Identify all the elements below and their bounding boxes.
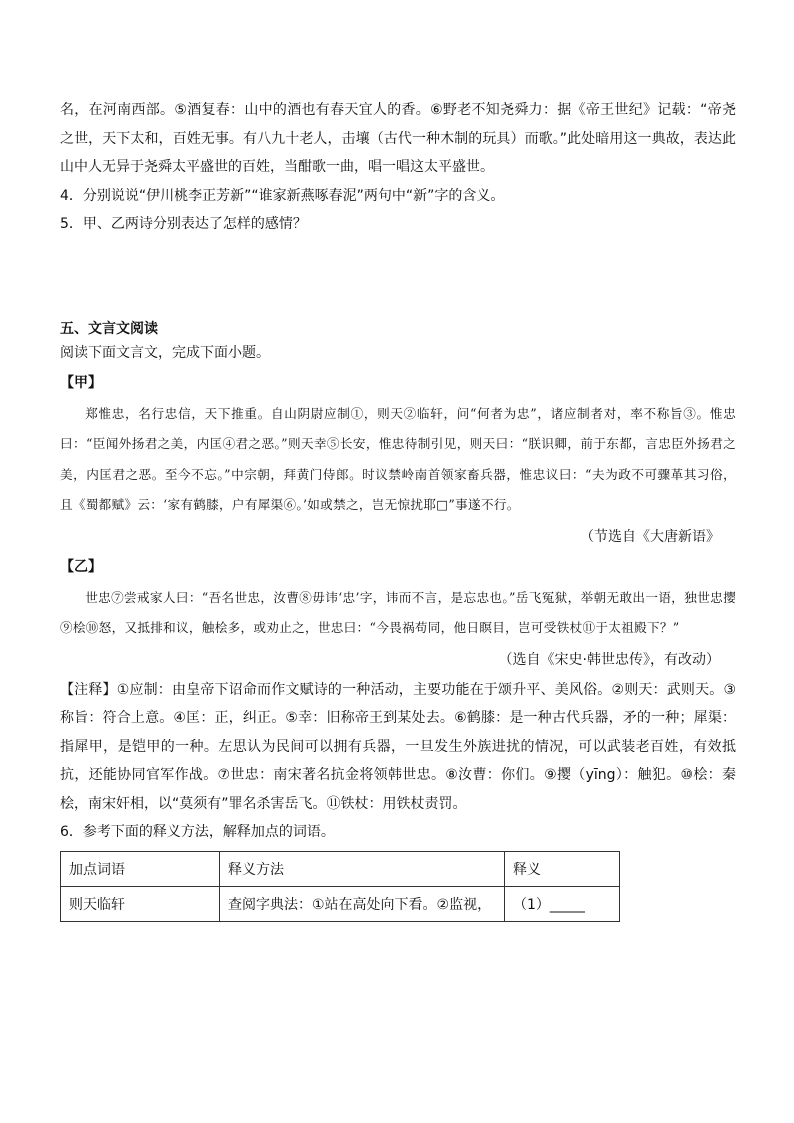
annotation-notes: 【注释】①应制：由皇帝下诏命而作文赋诗的一种活动，主要功能在于颂升平、美风俗。②则天：武则天。③称旨：符合上意。④匡：正，纠正。⑤幸：旧称帝王到某处去。⑥鹤膝：是一种古代兵器，矛的一种；犀渠：指犀甲，是铠甲的一种。左思认为民间可以拥有兵器，一旦发生外族进扰的情况，可以武装老百姓，有效抵抗，还能协同官军作战。⑦世忠：南宋著名抗金将领韩世忠。⑧汝曹：你们。⑨撄（yīng）：触犯。⑩桧：秦桧，南宋奸相，以“莫须有”罪名杀害岳飞。⑪铁杖：用铁杖责罚。 [60, 681, 736, 812]
table-cell: 则天临轩 [61, 886, 220, 921]
answer-blank-cell: （1）_____ [505, 886, 620, 921]
answer-space [60, 239, 736, 317]
definition-table [60, 851, 620, 922]
passage-jia-source: （节选自《大唐新语》 [580, 528, 720, 545]
table-row [61, 886, 620, 921]
question-5: 5．甲、乙两诗分别表达了怎样的感情？ [60, 216, 307, 232]
passage-yi-text: 世忠⑦尝戒家人曰：“吾名世忠，汝曹⑧毋讳‘忠’字，讳而不言，是忘忠也。”岳飞冤狱，举朝无敢出一语，独世忠撄⑨桧⑩怒，又抵排和议，触桧多，或劝止之，世忠曰：“今畏祸苟同，他日瞑目，岂可受铁杖⑪于太祖殿下？” [60, 589, 736, 635]
table-header-row [61, 851, 620, 886]
section-5-title: 五、文言文阅读 [60, 320, 158, 337]
table-header-cell: 加点词语 [61, 851, 220, 886]
question-4: 4．分别说说“伊川桃李正芳新”“谁家新燕啄春泥”两句中“新”字的含义。 [60, 187, 505, 204]
table-cell: 查阅字典法：①站在高处向下看。②监视， [220, 886, 505, 921]
passage-jia-label: 【甲】 [60, 374, 102, 391]
question-6: 6．参考下面的释义方法，解释加点的词语。 [60, 824, 335, 840]
passage-yi-source: （选自《宋史·韩世忠传》，有改动） [498, 651, 720, 668]
passage-jia-text: 郑惟忠，名行忠信，天下推重。自山阴尉应制①，则天②临轩，问“何者为忠”，诸应制者对，率不称旨③。惟忠曰：“臣闻外扬君之美，内匡④君之恶。”则天幸⑤长安，惟忠待制引见，则天曰：“朕识卿，前于东都，言忠臣外扬君之美，内匡君之恶。至今不忘。”中宗朝，拜黄门侍郎。时议禁岭南首领家畜兵器，惟忠议曰：“夫为政不可骤革其习俗，且《蜀都赋》云：‘家有鹤膝，户有犀渠⑥。’如或禁之，岂无惊扰耶□”事遂不行。 [60, 405, 736, 512]
document-page [60, 96, 736, 922]
passage-yi-label: 【乙】 [60, 558, 102, 575]
poem-annotation-continued: 名，在河南西部。⑤酒复春：山中的酒也有春天宜人的香。⑥野老不知尧舜力：据《帝王世纪》记载：“帝尧之世，天下太和，百姓无事。有八九十老人，击壤（古代一种木制的玩具）而歌。”此处暗用这一典故，表达此山中人无异于尧舜太平盛世的百姓，当酣歌一曲，唱一唱这太平盛世。 [60, 102, 736, 175]
table-header-cell: 释义方法 [220, 851, 505, 886]
table-header-cell: 释义 [505, 851, 620, 886]
section-5-instruction: 阅读下面文言文，完成下面小题。 [60, 344, 270, 361]
